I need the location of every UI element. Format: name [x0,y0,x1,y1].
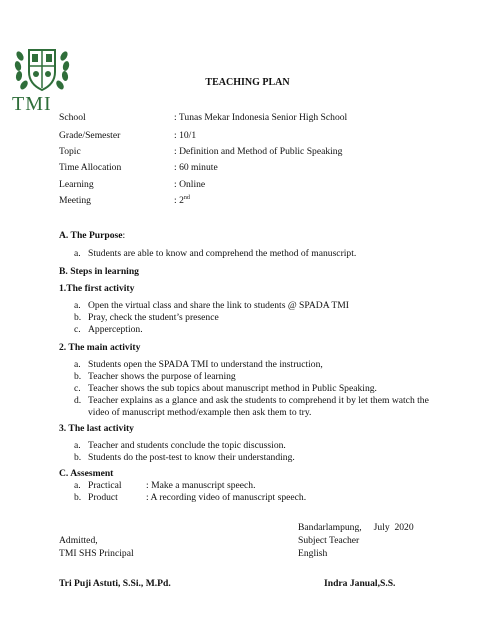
info-row-learning [59,179,459,193]
teacher-name: Indra Janual,S.S. [324,578,396,589]
info-label: Learning [59,179,94,190]
info-row-time [59,162,459,176]
assessment-item [74,480,454,492]
list-marker: b. [74,312,82,323]
list-text: Teacher explains as a glance and ask the students to comprehend it by let them watch the video of manuscript method/example then ask them to try. [88,395,429,418]
list-marker: b. [74,371,82,382]
info-value: : Online [174,179,206,190]
assessment-label: Product [88,492,118,503]
list-marker: d. [74,395,82,406]
principal-name: Tri Puji Astuti, S.Si., M.Pd. [59,578,171,589]
list-marker: b. [74,492,82,503]
info-label: Meeting [59,195,91,206]
assessment-value: : A recording video of manuscript speech. [146,492,307,503]
list-marker: a. [74,300,81,311]
list-marker: a. [74,248,81,259]
list-marker: a. [74,359,81,370]
info-label: Time Allocation [59,162,122,173]
meeting-value: : 2 [174,195,184,207]
list-marker: a. [74,440,81,451]
list-text: Teacher shows the purpose of learning [88,371,236,382]
list-text: Apperception. [88,324,143,335]
info-value: : 10/1 [174,130,197,141]
info-row-school [59,112,459,126]
purpose-heading-text: A. The Purpose [59,230,123,241]
assessment-label: Practical [88,480,122,491]
list-text: Students are able to know and comprehend the method of manuscript. [88,248,357,259]
place-date: Bandarlampung, July 2020 [298,522,414,533]
principal-role: TMI SHS Principal [59,548,134,559]
info-label: School [59,112,86,123]
info-row-grade [59,130,459,144]
subject-name: English [298,548,328,559]
assessment-heading: C. Assesment [59,468,114,479]
admitted-label: Admitted, [59,535,98,546]
list-text: Teacher shows the sub topics about manuscript method in Public Speaking. [88,383,377,394]
assessment-item [74,492,454,504]
list-text: Teacher and students conclude the topic discussion. [88,440,286,451]
logo-text: TMI [12,93,52,115]
steps-heading: B. Steps in learning [59,266,139,277]
info-value: : Tunas Mekar Indonesia Senior High School [174,112,348,123]
info-value: : Definition and Method of Public Speaking [174,146,343,157]
list-text: Students do the post-test to know their understanding. [88,452,295,463]
purpose-heading [59,230,125,242]
list-text: Open the virtual class and share the link to students @ SPADA TMI [88,300,349,311]
info-label: Grade/Semester [59,130,121,141]
list-marker: a. [74,480,81,491]
last-activity-heading: 3. The last activity [59,423,134,434]
list-text: Students open the SPADA TMI to understand the instruction, [88,359,323,370]
meeting-superscript: nd [183,195,190,201]
list-text: Pray, check the student’s presence [88,312,219,323]
info-value: : 60 minute [174,162,218,173]
info-label: Topic [59,146,81,157]
first-activity-heading: 1.The first activity [59,283,135,294]
subject-teacher-role: Subject Teacher [298,535,360,546]
info-row-meeting [59,195,459,209]
assessment-value: : Make a manuscript speech. [146,480,256,491]
list-marker: c. [74,324,81,335]
page-title: TEACHING PLAN [205,77,290,88]
info-value [174,195,190,207]
list-marker: c. [74,383,81,394]
info-row-topic [59,146,459,160]
purpose-heading-colon: : [122,230,126,241]
main-activity-heading: 2. The main activity [59,342,141,353]
list-marker: b. [74,452,82,463]
